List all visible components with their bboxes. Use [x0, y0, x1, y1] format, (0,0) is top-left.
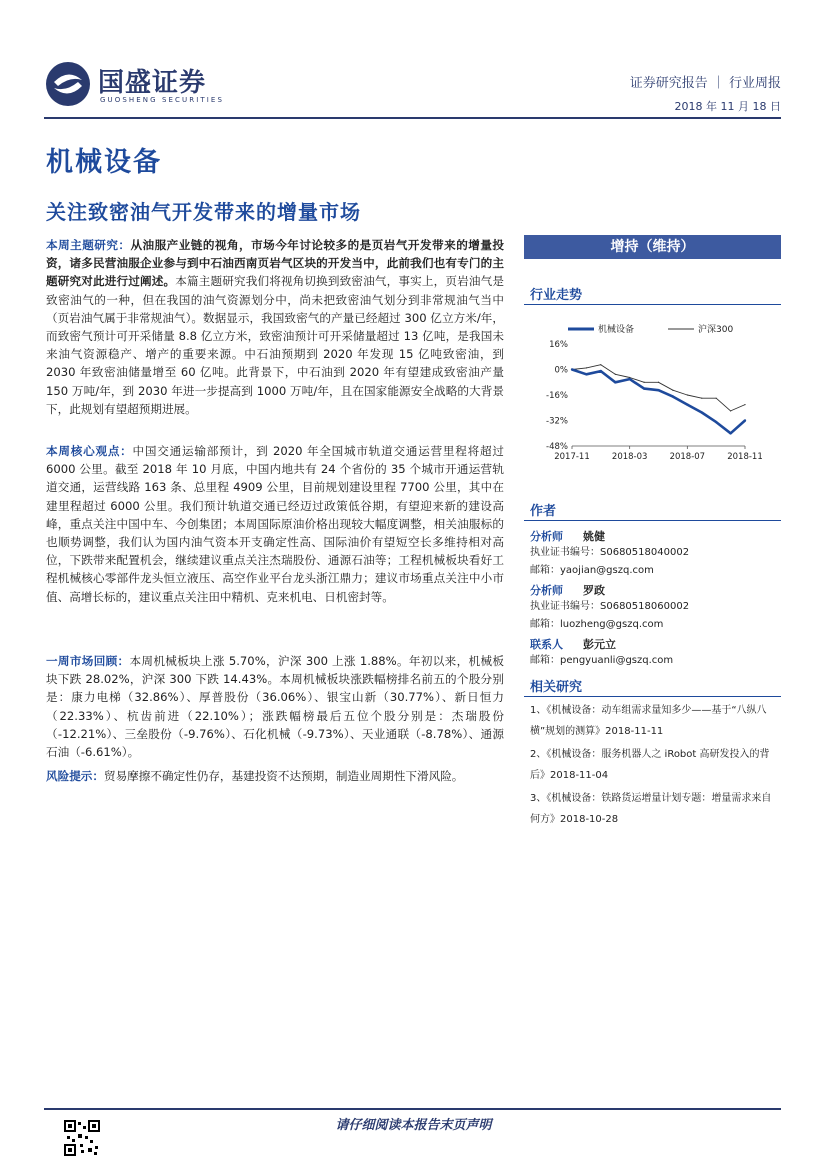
data-point — [672, 395, 674, 397]
paragraph-lead: 本周主题研究： — [46, 238, 131, 252]
data-point — [643, 387, 645, 389]
data-point — [600, 370, 602, 372]
legend-label: 机械设备 — [598, 325, 635, 335]
paragraph-text: 贸易摩擦不确定性仍存，基建投资不达预期，制造业周期性下滑风险。 — [103, 769, 464, 783]
paragraph-lead: 风险提示： — [46, 769, 104, 783]
data-point — [716, 398, 717, 399]
data-point — [628, 378, 630, 380]
related-report-item[interactable]: 2、《机械设备：服务机器人之 iRobot 高研发投入的背后》2018-11-04 — [530, 749, 770, 781]
x-tick-label: 2018-07 — [669, 452, 706, 462]
industry-title: 机械设备 — [46, 147, 162, 178]
paragraph-text: 中国交通运输部预计，到 2020 年全国城市轨道交通运营里程将超过 6000 公里。截至 2018 年 10 月底，中国内地共有 24 个省份的 35 个城市开通运营轨道交通，运营线路 163 条、总里程 4909 公里，目前规划建设里程 7700 公里，其中在建里程超过 6000 公里。我们预计轨道交通已经迈过政策低谷期，有望迎来新的建设高峰，重点关注中国中车、今创集团；本周国际原油价格出现较大幅度调整，相关油服标的也顺势调整，我们认为国内油气资本开支确定性高、国际油价有望短空长多维持相对高位，下跌带来配置机会，继续建议重点关注杰瑞股份、通源石油等；工程机械板块看好工程机械核心零部件龙头恒立液压、高空作业平台龙头浙江鼎力；建议市场重点关注中小市值、高增长标的，建议重点关注田中精机、克来机电、日机密封等。 — [46, 444, 504, 604]
data-point — [729, 432, 731, 434]
authors-section-title: 作者 — [530, 504, 557, 519]
x-tick-label: 2017-11 — [554, 452, 590, 462]
author-role: 分析师 — [530, 584, 563, 597]
data-point — [658, 382, 659, 383]
paragraph-theme — [46, 236, 504, 418]
data-point — [715, 421, 717, 423]
data-point — [744, 419, 746, 421]
author-cert: 执业证书编号：S0680518040002 — [530, 547, 690, 558]
paragraph-text: 本篇主题研究我们将视角切换到致密油气，事实上，页岩油气是致密油气的一种，但在我国的油气资源划分中，尚未把致密油气划分到非常规油气当中（页岩油气属于非常规油气）。数据显示，我国致密气的产量已经超过 300 亿立方米/年，而致密气预计可开采储量 8.8 亿立方米，致密油预计可开采储量超过 13 亿吨，是我国未来油气资源稳产、增产的重要来源。中石油预期到 2020 年发现 15 亿吨致密油，到 2030 年致密油储量增至 60 亿吨。此背景下，中石油到 2020 年有望建成致密油产量 150 万吨/年，到 2030 年进一步提高到 1000 万吨/年，且在国家能源安全战略的大背景下，此规划有望超预期进展。 — [46, 274, 504, 416]
logo-text: 国盛证券 — [98, 68, 207, 98]
data-point — [701, 398, 702, 399]
related-report-item[interactable]: 1、《机械设备：动车组需求量知多少——基于“八纵八横”规划的测算》2018-11-11 — [530, 705, 767, 737]
author-email[interactable]: 邮箱：yaojian@gszq.com — [530, 565, 654, 576]
data-point — [615, 374, 616, 375]
data-point — [600, 364, 601, 365]
author-name: 姚健 — [583, 530, 605, 543]
paragraph-lead: 一周市场回顾： — [46, 654, 130, 668]
paragraph-risk — [46, 767, 504, 785]
section-divider — [524, 696, 781, 697]
y-tick-label: -16% — [546, 391, 568, 401]
rating-badge: 增持（维持） — [524, 235, 781, 259]
y-tick-label: -32% — [546, 416, 568, 427]
data-point — [672, 390, 673, 391]
paragraph-lead: 本周核心观点： — [46, 444, 133, 458]
author-role: 分析师 — [530, 530, 563, 543]
y-tick-label: -48% — [546, 442, 568, 452]
logo-subtext: GUOSHENG SECURITIES — [100, 96, 224, 104]
data-point — [657, 389, 659, 391]
x-tick-label: 2018-03 — [611, 452, 648, 462]
data-point — [687, 394, 688, 395]
legend-label: 沪深300 — [698, 325, 734, 335]
header-divider — [44, 117, 781, 119]
trend-section-title: 行业走势 — [530, 288, 583, 303]
data-point — [571, 368, 573, 370]
data-point — [730, 410, 731, 411]
contact-role: 联系人 — [530, 638, 563, 651]
data-point — [585, 373, 587, 375]
paragraph-core-view — [46, 442, 504, 606]
data-point — [586, 367, 587, 368]
company-logo — [44, 60, 244, 112]
author-email[interactable]: 邮箱：luozheng@gszq.com — [530, 619, 664, 630]
logo-mark-icon — [44, 60, 92, 108]
data-point — [744, 404, 745, 405]
related-report-item[interactable]: 3、《机械设备：铁路货运增量计划专题：增量需求来自何方》2018-10-28 — [530, 793, 772, 825]
footer-divider — [44, 1108, 781, 1110]
author-name: 罗政 — [583, 584, 605, 597]
author-cert: 执业证书编号：S0680518060002 — [530, 601, 690, 612]
report-type: 证券研究报告 ｜ 行业周报 — [629, 76, 781, 91]
y-tick-label: 16% — [549, 340, 568, 350]
report-headline: 关注致密油气开发带来的增量市场 — [46, 200, 361, 224]
contact-email[interactable]: 邮箱：pengyuanli@gszq.com — [530, 655, 674, 666]
related-section-title: 相关研究 — [530, 680, 583, 695]
paragraph-market-review — [46, 652, 504, 761]
x-tick-label: 2018-11 — [727, 452, 763, 462]
series-line — [572, 370, 745, 434]
data-point — [686, 403, 688, 405]
y-tick-label: 0% — [554, 365, 568, 376]
contact-name: 彭元立 — [583, 638, 616, 651]
section-divider — [524, 520, 781, 521]
section-divider — [524, 304, 781, 305]
data-point — [614, 381, 616, 383]
paragraph-text: 本周机械板块上涨 5.70%，沪深 300 上涨 1.88%。年初以来，机械板块下跌 28.02%，沪深 300 下跌 14.43%。本周机械板块涨跌幅榜排名前五的个股分别是：康力电梯（32.86%）、厚普股份（36.06%）、银宝山新（30.77%）、新日恒力（22.33%）、杭齿前进（22.10%）；涨跌幅榜最后五位个股分别是：杰瑞股份（-12.21%）、三垒股份（-9.76%）、石化机械（-9.73%）、天业通联（-8.78%）、通源石油（-6.61%）。 — [46, 654, 504, 760]
data-point — [643, 382, 644, 383]
paragraph-bold-text: 从油服产业链的视角，市场今年讨论较多的是页岩气开发带来的增量投资，诸多民营油服企业参与到中石油西南页岩气区块的开发当中，此前我们也有专门的主题研究对此进行过阐述。 — [46, 238, 504, 289]
footer-disclaimer: 请仔细阅读本报告末页声明 — [335, 1118, 492, 1133]
report-date: 2018 年 11 月 18 日 — [674, 100, 781, 113]
industry-trend-chart — [530, 320, 780, 470]
data-point — [701, 411, 703, 413]
